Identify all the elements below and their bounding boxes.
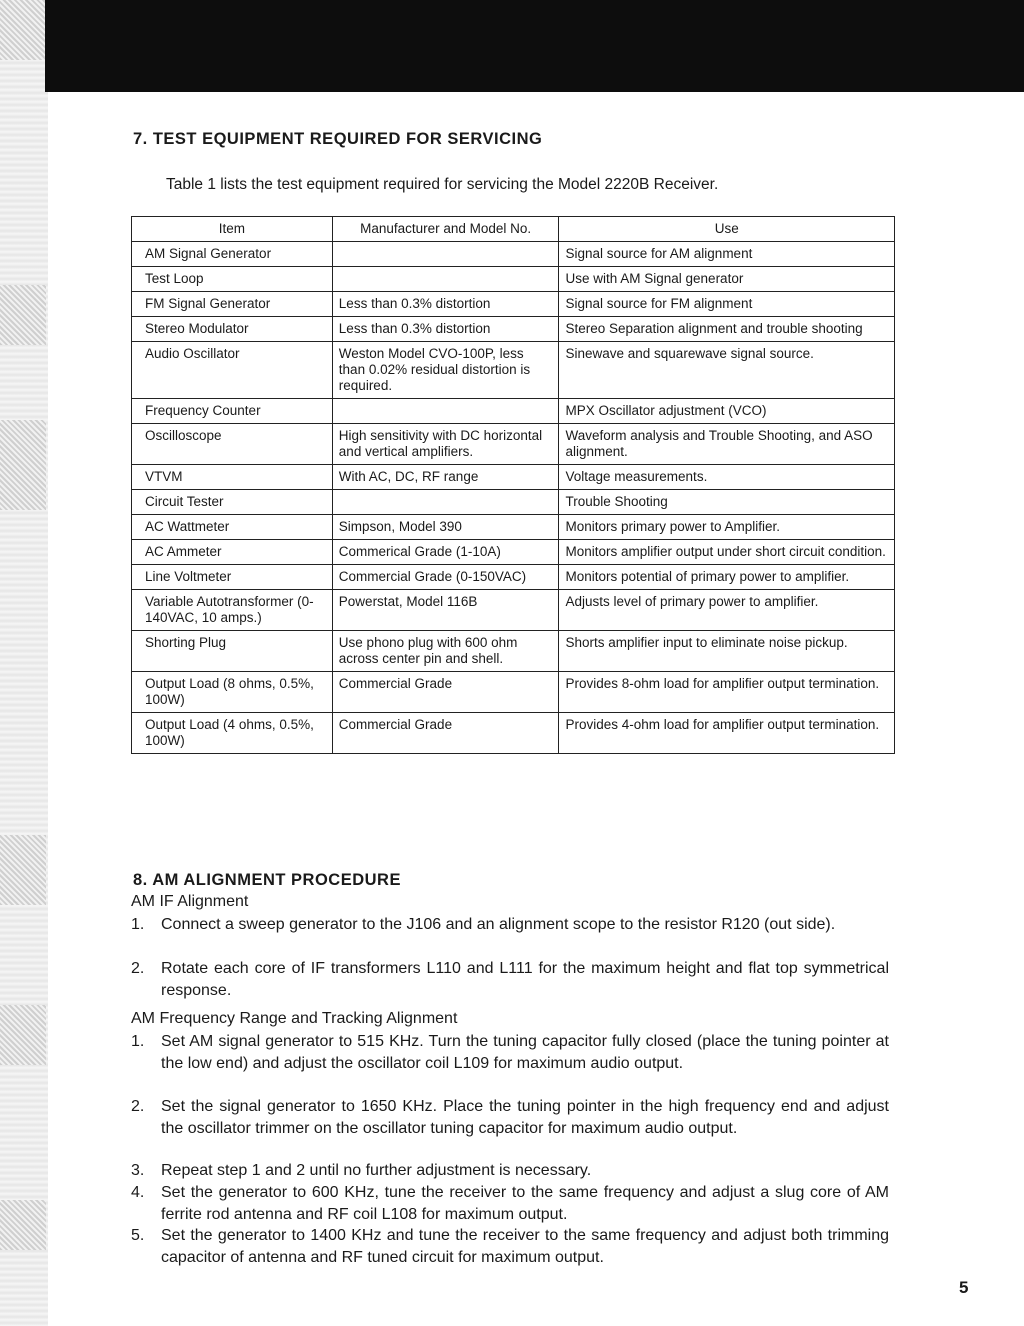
step-text: Connect a sweep generator to the J106 and an alignment scope to the resistor R120 (out side). <box>161 916 836 933</box>
table-header-row <box>132 217 895 242</box>
table-row <box>132 317 895 342</box>
cell-manufacturer: Less than 0.3% distortion <box>332 292 559 317</box>
table-body <box>132 242 895 754</box>
am-range-tracking-title: AM Frequency Range and Tracking Alignment <box>131 1010 458 1027</box>
cell-item: Test Loop <box>132 267 333 292</box>
step-number: 5. <box>131 1227 145 1244</box>
section-7-intro: Table 1 lists the test equipment required for servicing the Model 2220B Receiver. <box>166 176 719 193</box>
cell-use: Provides 4-ohm load for amplifier output termination. <box>559 713 895 754</box>
cell-manufacturer: Commercial Grade <box>332 713 559 754</box>
test-equipment-table <box>131 216 895 754</box>
range-step-1 <box>131 1031 889 1075</box>
page-number: 5 <box>959 1278 969 1297</box>
cell-use: Adjusts level of primary power to amplifier. <box>559 590 895 631</box>
cell-manufacturer: Commercial Grade (0-150VAC) <box>332 565 559 590</box>
cell-use: Signal source for FM alignment <box>559 292 895 317</box>
table-row <box>132 590 895 631</box>
step-text: Repeat step 1 and 2 until no further adjustment is necessary. <box>161 1162 592 1179</box>
range-step-3 <box>131 1160 889 1182</box>
cell-manufacturer: Powerstat, Model 116B <box>332 590 559 631</box>
step-number: 1. <box>131 916 145 933</box>
table-row <box>132 631 895 672</box>
cell-manufacturer: Commercial Grade <box>332 672 559 713</box>
cell-item: FM Signal Generator <box>132 292 333 317</box>
cell-use: Sinewave and squarewave signal source. <box>559 342 895 399</box>
cell-item: AM Signal Generator <box>132 242 333 267</box>
cell-use: Trouble Shooting <box>559 490 895 515</box>
step-text: Set the signal generator to 1650 KHz. Place the tuning pointer in the high frequency end and adjust the oscillator trimmer on the oscillator tuning capacitor for maximum audio output. <box>161 1098 889 1137</box>
table-row <box>132 465 895 490</box>
cell-manufacturer <box>332 242 559 267</box>
step-number: 4. <box>131 1184 145 1201</box>
cell-use: Waveform analysis and Trouble Shooting, and ASO alignment. <box>559 424 895 465</box>
cell-item: Shorting Plug <box>132 631 333 672</box>
cell-use: Stereo Separation alignment and trouble shooting <box>559 317 895 342</box>
cell-use: Signal source for AM alignment <box>559 242 895 267</box>
section-7-heading: 7. TEST EQUIPMENT REQUIRED FOR SERVICING <box>133 130 543 148</box>
cell-manufacturer: Less than 0.3% distortion <box>332 317 559 342</box>
step-text: Set the generator to 600 KHz, tune the receiver to the same frequency and adjust a slug core of AM ferrite rod antenna and RF coil L108 for maximum output. <box>161 1184 889 1223</box>
if-step-1 <box>131 914 889 936</box>
cell-item: Frequency Counter <box>132 399 333 424</box>
cell-use: Shorts amplifier input to eliminate noise pickup. <box>559 631 895 672</box>
range-step-4 <box>131 1182 889 1226</box>
cell-item: Output Load (4 ohms, 0.5%, 100W) <box>132 713 333 754</box>
cell-manufacturer: Use phono plug with 600 ohm across center pin and shell. <box>332 631 559 672</box>
range-step-5 <box>131 1225 889 1269</box>
table-row <box>132 713 895 754</box>
cell-use: Monitors amplifier output under short circuit condition. <box>559 540 895 565</box>
step-number: 2. <box>131 1098 145 1115</box>
if-step-2 <box>131 958 889 1002</box>
cell-item: Audio Oscillator <box>132 342 333 399</box>
cell-manufacturer: High sensitivity with DC horizontal and vertical amplifiers. <box>332 424 559 465</box>
cell-manufacturer: Weston Model CVO-100P, less than 0.02% residual distortion is required. <box>332 342 559 399</box>
column-header-use: Use <box>559 217 895 242</box>
table-row <box>132 399 895 424</box>
cell-manufacturer: With AC, DC, RF range <box>332 465 559 490</box>
cell-item: Stereo Modulator <box>132 317 333 342</box>
cell-manufacturer: Commerical Grade (1-10A) <box>332 540 559 565</box>
step-text: Set AM signal generator to 515 KHz. Turn the tuning capacitor fully closed (place the tuning pointer at the low end) and adjust the oscillator coil L109 for maximum audio output. <box>161 1033 889 1072</box>
cell-use: MPX Oscillator adjustment (VCO) <box>559 399 895 424</box>
table-row <box>132 515 895 540</box>
step-number: 2. <box>131 960 145 977</box>
table-row <box>132 490 895 515</box>
table-row <box>132 424 895 465</box>
cell-manufacturer <box>332 490 559 515</box>
cell-item: Line Voltmeter <box>132 565 333 590</box>
cell-item: Oscilloscope <box>132 424 333 465</box>
column-header-manufacturer: Manufacturer and Model No. <box>332 217 559 242</box>
cell-item: Circuit Tester <box>132 490 333 515</box>
cell-item: Variable Autotransformer (0-140VAC, 10 amps.) <box>132 590 333 631</box>
cell-use: Monitors potential of primary power to amplifier. <box>559 565 895 590</box>
cell-use: Provides 8-ohm load for amplifier output termination. <box>559 672 895 713</box>
cell-item: AC Ammeter <box>132 540 333 565</box>
am-if-alignment-title: AM IF Alignment <box>131 893 249 910</box>
table-row <box>132 292 895 317</box>
step-text: Set the generator to 1400 KHz and tune the receiver to the same frequency and adjust both trimming capacitor of antenna and RF tuned circuit for maximum output. <box>161 1227 889 1266</box>
cell-manufacturer <box>332 267 559 292</box>
cell-item: Output Load (8 ohms, 0.5%, 100W) <box>132 672 333 713</box>
cell-item: AC Wattmeter <box>132 515 333 540</box>
cell-use: Use with AM Signal generator <box>559 267 895 292</box>
range-step-2 <box>131 1096 889 1140</box>
table-row <box>132 267 895 292</box>
table-row <box>132 540 895 565</box>
cell-use: Voltage measurements. <box>559 465 895 490</box>
step-text: Rotate each core of IF transformers L110 and L111 for the maximum height and flat top symmetrical response. <box>161 960 889 999</box>
table-row <box>132 672 895 713</box>
cell-manufacturer: Simpson, Model 390 <box>332 515 559 540</box>
step-number: 1. <box>131 1033 145 1050</box>
column-header-item: Item <box>132 217 333 242</box>
cell-manufacturer <box>332 399 559 424</box>
table-row <box>132 565 895 590</box>
cell-use: Monitors primary power to Amplifier. <box>559 515 895 540</box>
table-row <box>132 242 895 267</box>
step-number: 3. <box>131 1162 145 1179</box>
cell-item: VTVM <box>132 465 333 490</box>
section-8-heading: 8. AM ALIGNMENT PROCEDURE <box>133 871 401 889</box>
table-row <box>132 342 895 399</box>
